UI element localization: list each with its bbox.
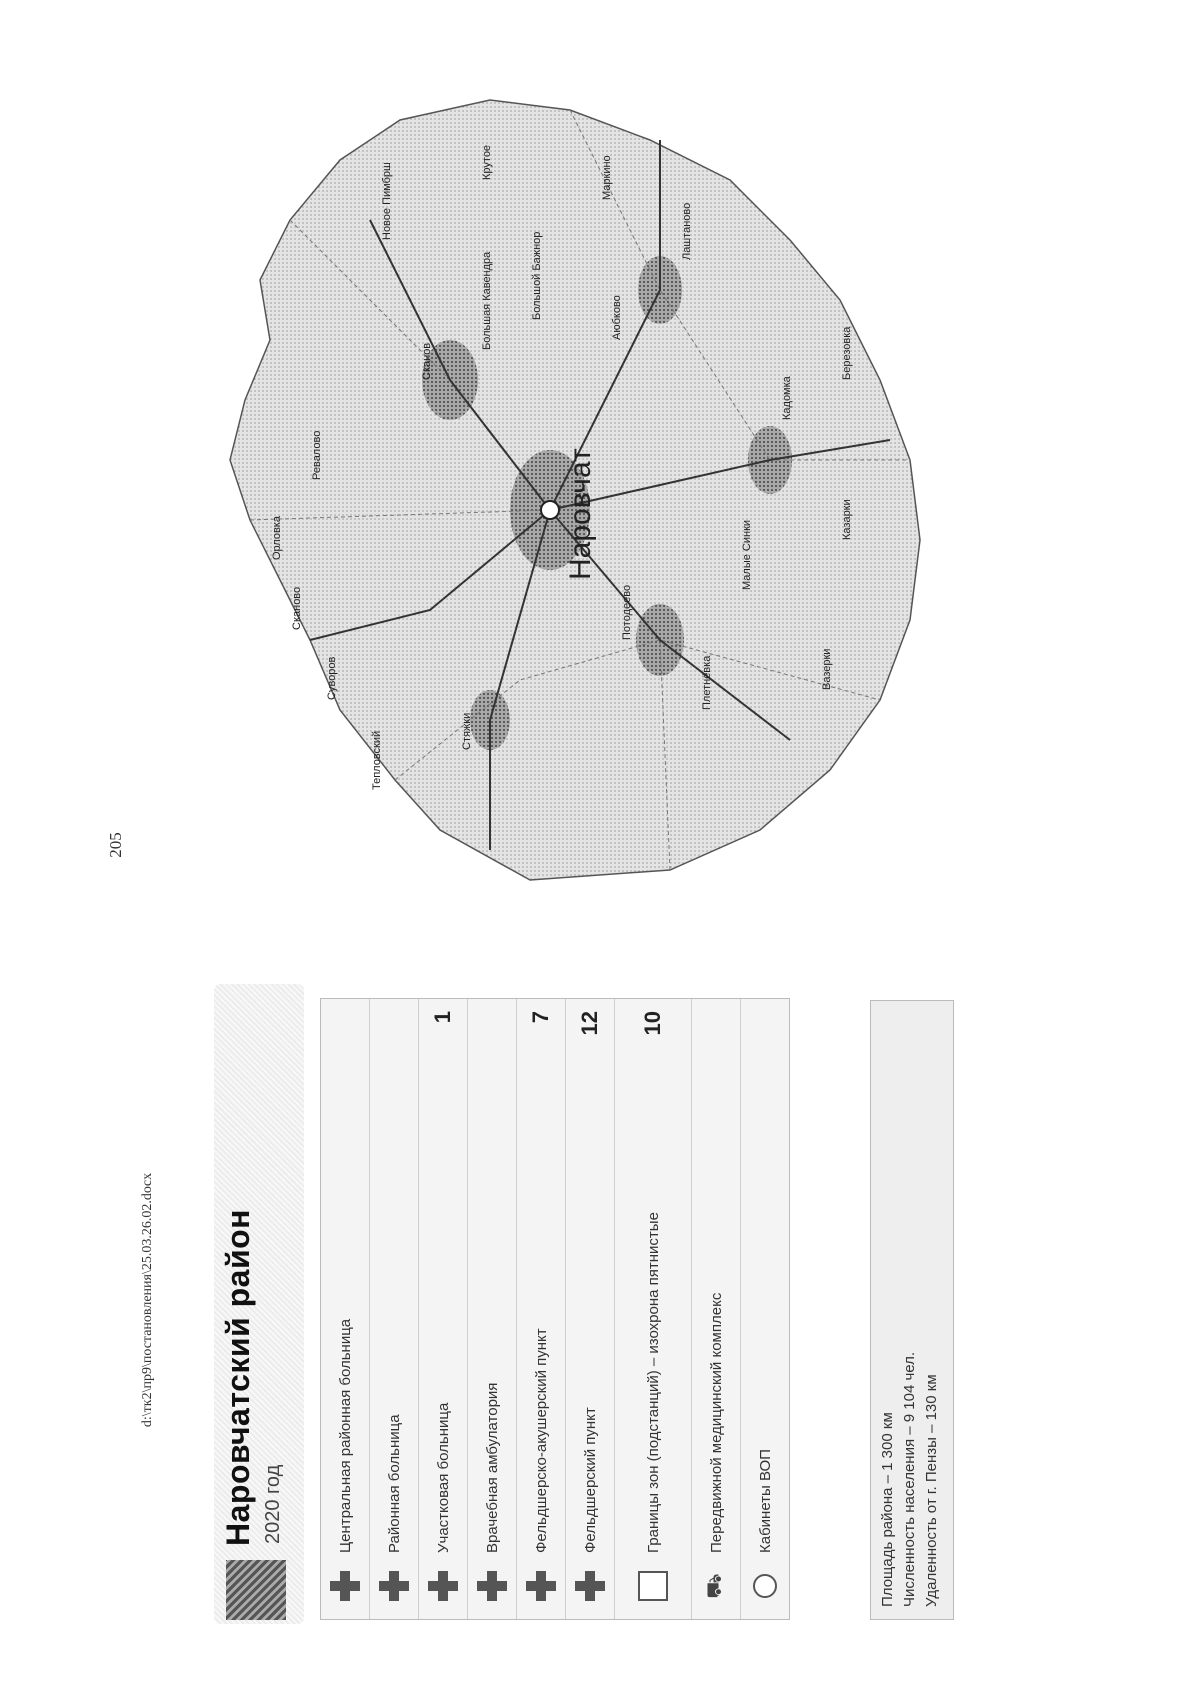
place-label: Малые Синки <box>741 519 753 590</box>
legend-label: Участковая больница <box>434 1402 452 1553</box>
hospital-cross-icon <box>327 1565 363 1607</box>
legend-count: 10 <box>640 1011 665 1036</box>
area-text: Площадь района – 1 300 км <box>879 1412 896 1607</box>
hospital-cross-icon <box>523 1565 559 1607</box>
legend-count: 7 <box>528 1011 553 1024</box>
place-label: Потодеево <box>621 584 633 640</box>
place-label: Плетнёвка <box>701 655 713 710</box>
title-block <box>220 1000 300 1620</box>
legend-row <box>615 999 692 1619</box>
place-label: Аюбково <box>611 295 623 340</box>
legend-label: Центральная районная больница <box>336 1318 354 1553</box>
legend-row <box>468 999 517 1619</box>
ring-icon <box>747 1565 783 1607</box>
legend-row <box>321 999 370 1619</box>
legend-row <box>692 999 741 1619</box>
map-sheet <box>190 70 970 1630</box>
place-label: Тепловский <box>371 730 383 790</box>
place-label: Новое Пимбрш <box>381 162 393 240</box>
place-label: Большой Бажнор <box>531 231 543 320</box>
square-icon <box>635 1565 671 1607</box>
legend-row <box>419 999 468 1619</box>
legend-label: Кабинеты ВОП <box>756 1449 774 1553</box>
legend-label: Врачебная амбулатория <box>483 1382 501 1553</box>
place-label: Лаштаново <box>681 202 693 260</box>
place-label: Березовка <box>841 326 853 380</box>
district-info <box>870 1000 954 1620</box>
place-label: Сканово <box>291 586 303 630</box>
hospital-cross-icon <box>572 1565 608 1607</box>
legend-row <box>517 999 566 1619</box>
place-label: Вазерки <box>821 648 833 690</box>
district-title: Наровчатский район <box>220 1208 256 1546</box>
legend-row <box>741 999 789 1619</box>
map-svg <box>190 80 970 940</box>
place-label: Большая Кавендра <box>481 251 493 350</box>
legend-count: 12 <box>577 1011 602 1036</box>
hospital-cross-icon <box>376 1565 412 1607</box>
place-label: Кадомка <box>781 376 793 420</box>
center-marker-icon <box>541 501 559 519</box>
place-label: Казарки <box>841 499 853 540</box>
distance-text: Удаленность от г. Пензы – 130 км <box>923 1374 940 1607</box>
legend-label: Фельдшерский пункт <box>581 1407 599 1553</box>
population-text: Численность населения – 9 104 чел. <box>901 1351 918 1607</box>
place-label: Ревалово <box>311 430 323 480</box>
legend <box>320 998 790 1620</box>
page-number: 205 <box>106 832 125 858</box>
file-path: d:\тк2\пр9\постановления\25.03.26.02.docx <box>140 1172 155 1428</box>
district-swatch-icon <box>226 1560 286 1620</box>
legend-label: Фельдшерско-акушерский пункт <box>532 1328 550 1553</box>
district-map <box>190 80 970 940</box>
mobile-complex-icon: ⛟ <box>703 1573 726 1599</box>
place-label: Маркино <box>601 155 613 200</box>
place-label: Крутое <box>481 144 493 180</box>
place-label: Сканов <box>421 342 433 380</box>
place-label: Стяжки <box>461 712 473 750</box>
place-label: Орловка <box>271 516 283 560</box>
legend-row <box>566 999 615 1619</box>
hospital-cross-icon <box>474 1565 510 1607</box>
legend-label: Районная больница <box>385 1414 403 1553</box>
center-label: Наровчат <box>564 448 597 580</box>
legend-label: Границы зон (подстанций) – изохрона пятнистые <box>644 1212 662 1553</box>
hospital-cross-icon <box>425 1565 461 1607</box>
legend-label: Передвижной медицинский комплекс <box>707 1292 725 1553</box>
legend-count: 1 <box>430 1011 455 1024</box>
place-label: Суворов <box>326 656 338 700</box>
district-year: 2020 год <box>262 1464 284 1544</box>
legend-row <box>370 999 419 1619</box>
